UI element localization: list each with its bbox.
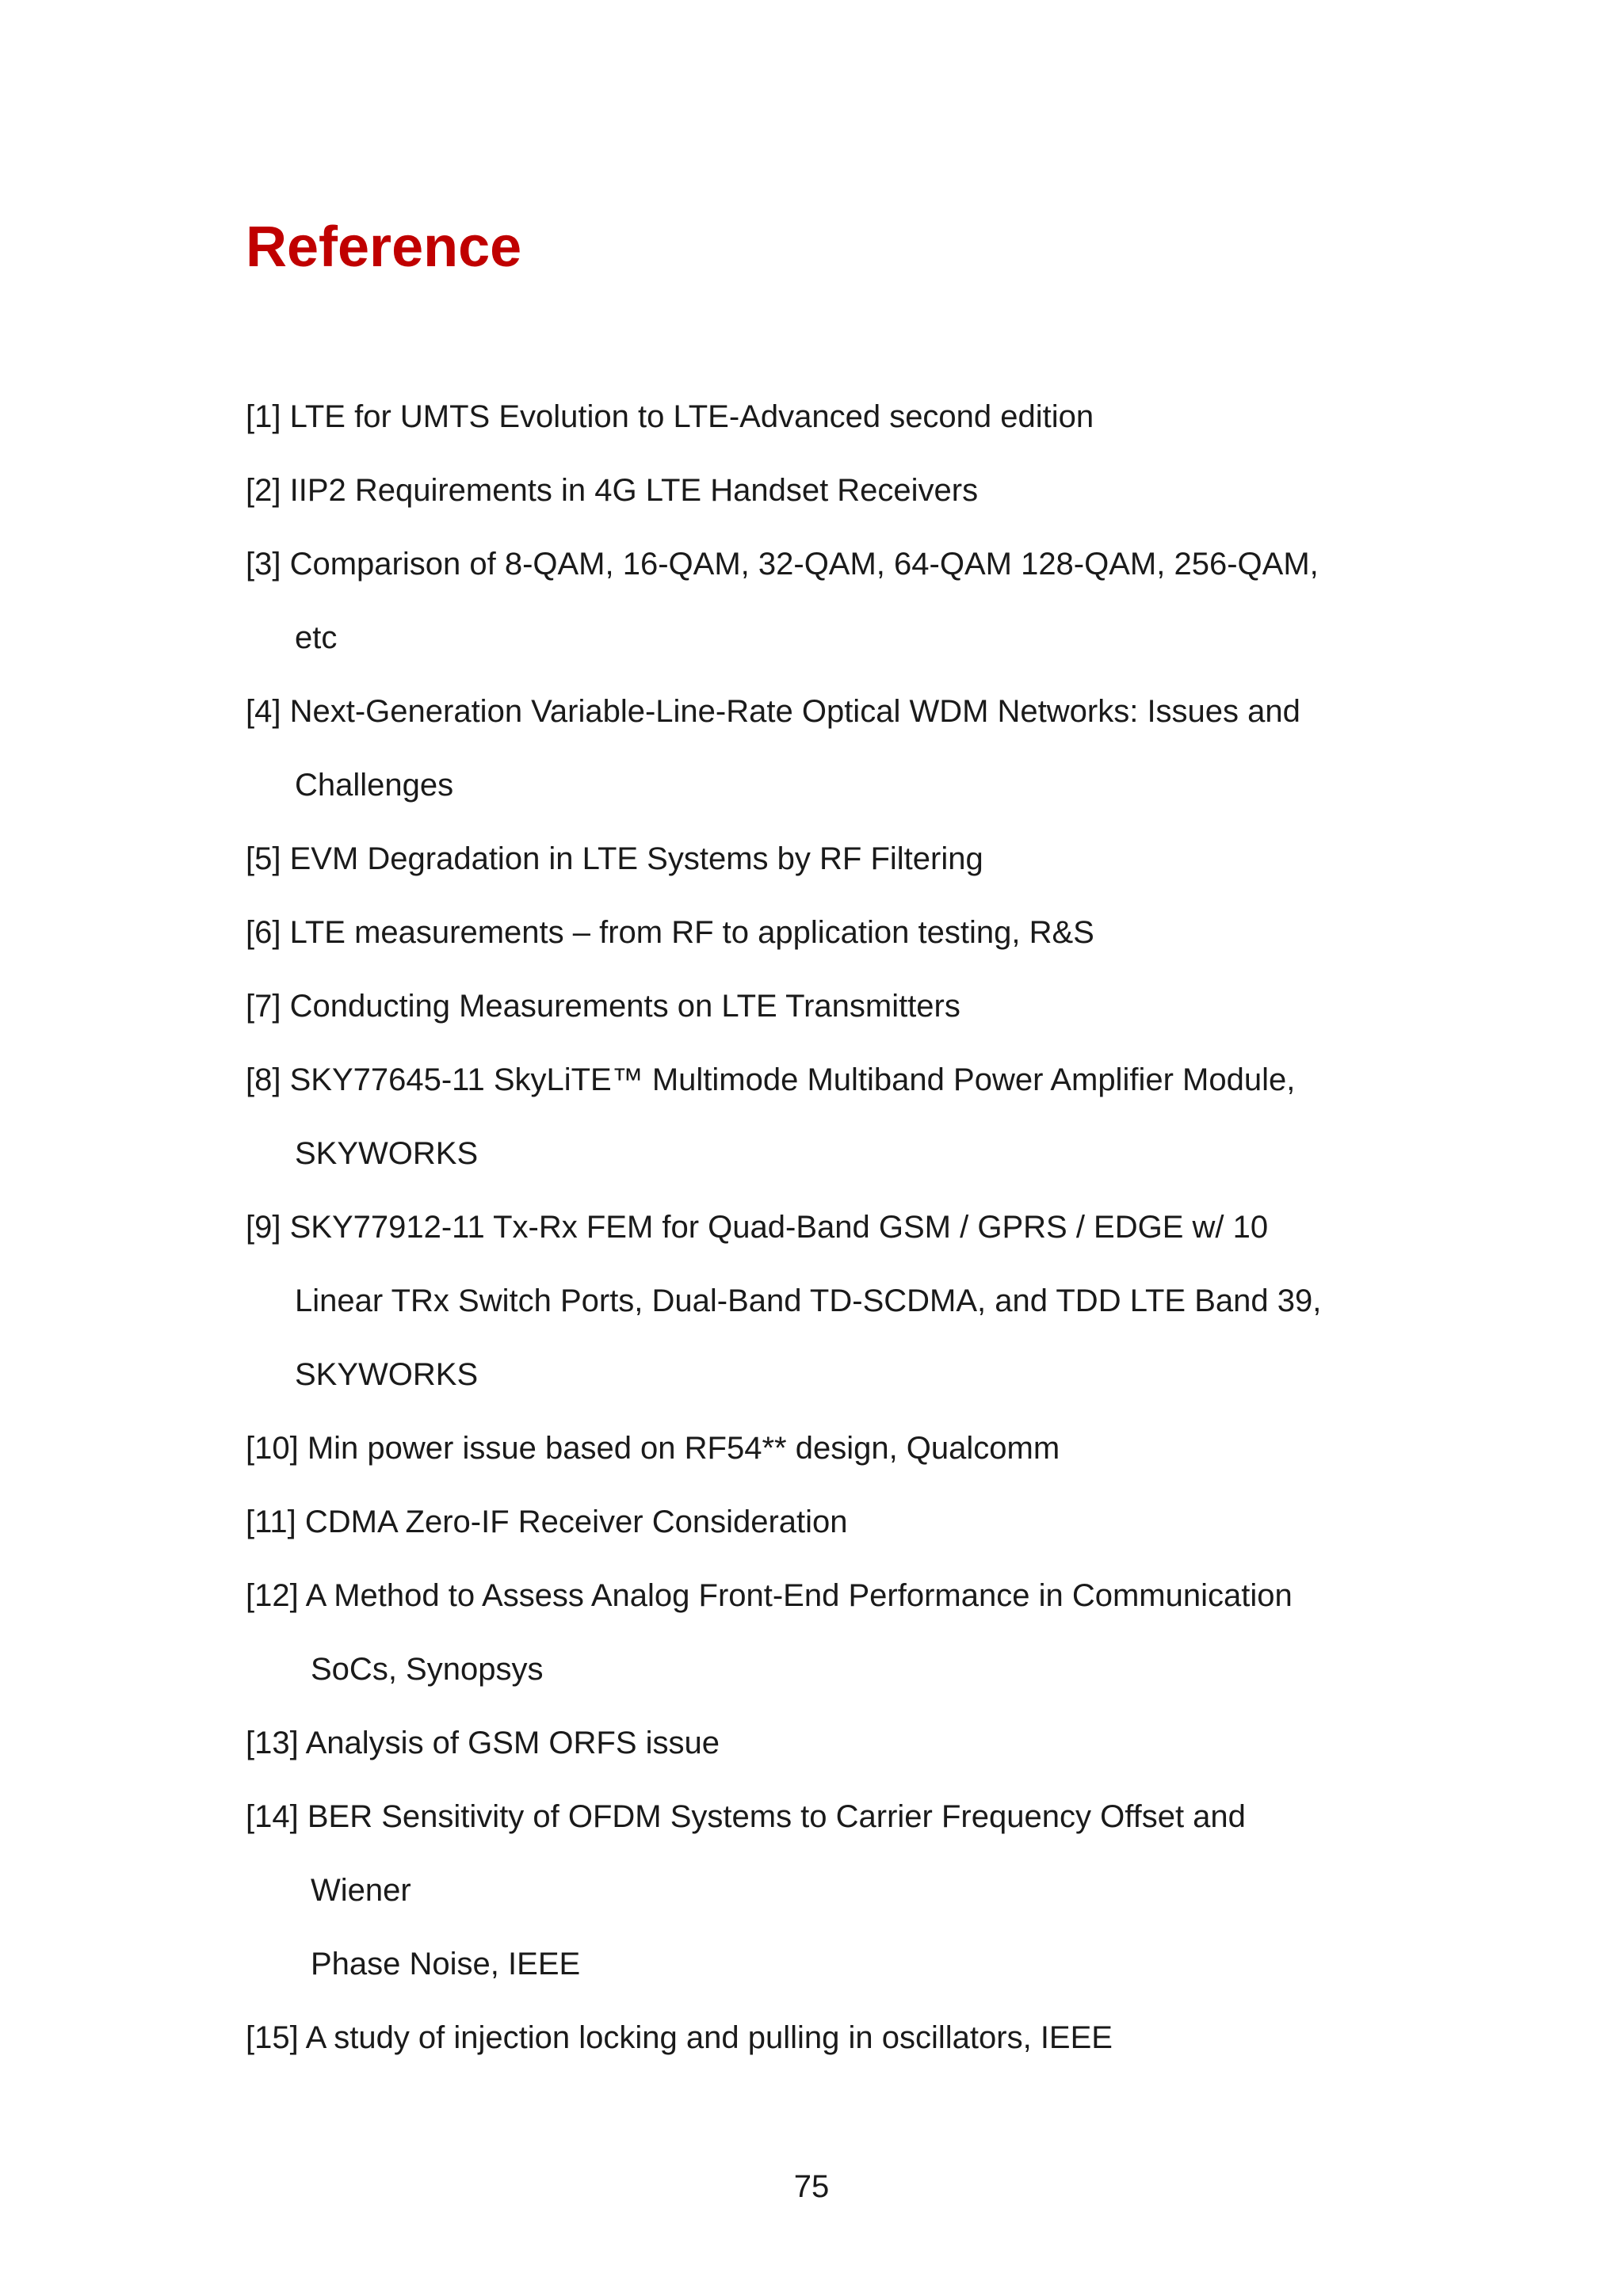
reference-line: [12] A Method to Assess Analog Front-End Performance in Communication (246, 1578, 1293, 1613)
reference-continuation-line: Wiener (311, 1873, 411, 1908)
reference-item-7 (246, 970, 1395, 1043)
reference-item-14 (246, 1780, 1395, 2001)
page-title: Reference (246, 215, 522, 279)
reference-item-10 (246, 1412, 1395, 1486)
reference-line: [5] EVM Degradation in LTE Systems by RF Filtering (246, 841, 983, 876)
reference-item-5 (246, 822, 1395, 896)
reference-item-9 (246, 1191, 1395, 1412)
reference-line: [3] Comparison of 8-QAM, 16-QAM, 32-QAM, 64-QAM 128-QAM, 256-QAM, (246, 547, 1319, 582)
reference-item-8 (246, 1043, 1395, 1191)
reference-item-12 (246, 1559, 1395, 1707)
reference-line: [6] LTE measurements – from RF to application testing, R&S (246, 915, 1094, 950)
reference-line: [8] SKY77645-11 SkyLiTE™ Multimode Multiband Power Amplifier Module, (246, 1062, 1296, 1097)
reference-continuation-line: etc (295, 620, 338, 655)
reference-line: [7] Conducting Measurements on LTE Transmitters (246, 989, 960, 1024)
reference-item-3 (246, 528, 1395, 675)
reference-line: [13] Analysis of GSM ORFS issue (246, 1726, 720, 1760)
reference-line: [10] Min power issue based on RF54** design, Qualcomm (246, 1431, 1060, 1466)
reference-item-1 (246, 380, 1395, 454)
reference-line: [4] Next-Generation Variable-Line-Rate Optical WDM Networks: Issues and (246, 694, 1300, 729)
reference-line: [14] BER Sensitivity of OFDM Systems to Carrier Frequency Offset and (246, 1799, 1246, 1834)
reference-line: [1] LTE for UMTS Evolution to LTE-Advanced second edition (246, 399, 1094, 434)
reference-item-4 (246, 675, 1395, 822)
reference-continuation-line: SoCs, Synopsys (311, 1652, 544, 1687)
reference-item-15 (246, 2001, 1395, 2075)
page-number: 75 (793, 2169, 830, 2204)
reference-continuation-line: SKYWORKS (295, 1136, 479, 1171)
reference-item-13 (246, 1707, 1395, 1780)
reference-item-11 (246, 1486, 1395, 1559)
reference-list (246, 380, 1395, 2075)
reference-line: [2] IIP2 Requirements in 4G LTE Handset Receivers (246, 473, 979, 508)
reference-continuation-line: SKYWORKS (295, 1357, 479, 1392)
reference-line: [11] CDMA Zero-IF Receiver Consideration (246, 1505, 848, 1539)
reference-line: [15] A study of injection locking and pulling in oscillators, IEEE (246, 2020, 1113, 2055)
reference-continuation-line: Phase Noise, IEEE (311, 1947, 581, 1981)
reference-continuation-line: Linear TRx Switch Ports, Dual-Band TD-SCDMA, and TDD LTE Band 39, (295, 1283, 1322, 1318)
reference-item-6 (246, 896, 1395, 970)
reference-item-2 (246, 454, 1395, 528)
reference-line: [9] SKY77912-11 Tx-Rx FEM for Quad-Band GSM / GPRS / EDGE w/ 10 (246, 1210, 1269, 1245)
reference-continuation-line: Challenges (295, 768, 454, 803)
